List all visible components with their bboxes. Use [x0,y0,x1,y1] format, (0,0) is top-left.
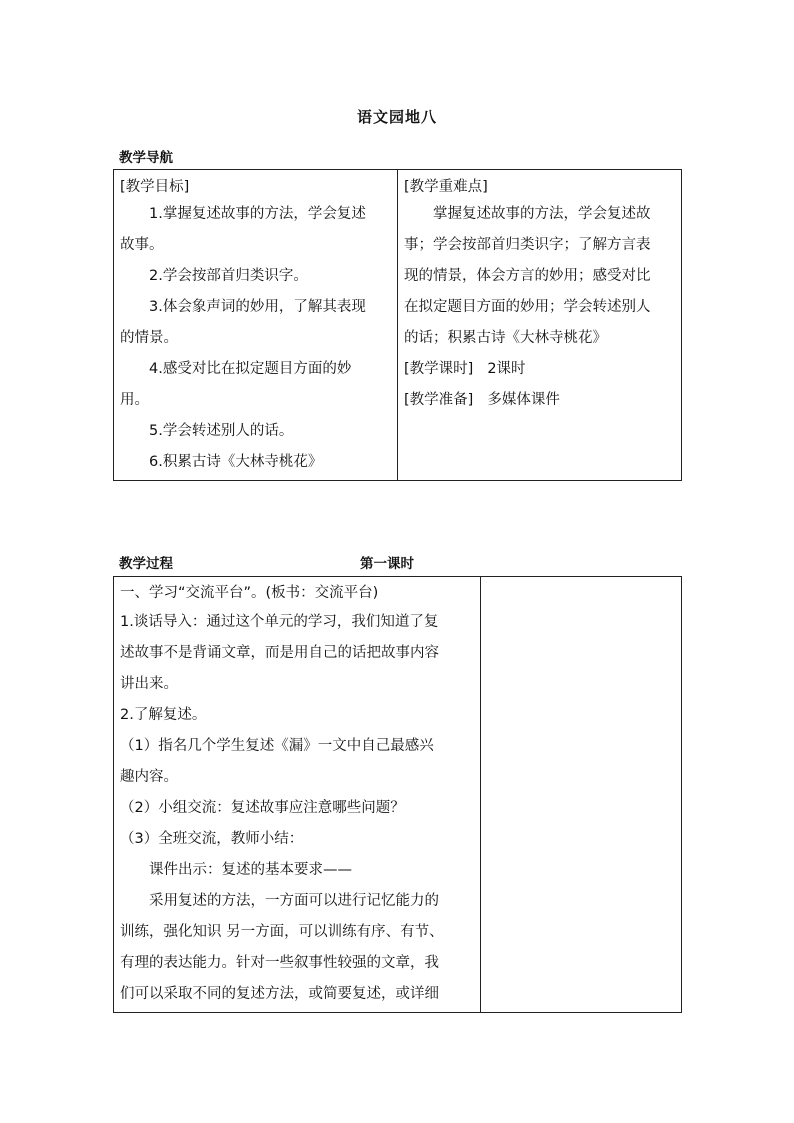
process-line: （1）指名几个学生复述《漏》一文中自己最感兴 [120,738,434,754]
objective-line: 用。 [120,392,149,408]
process-line: 采用复述的方法，一方面可以进行记忆能力的 [149,893,439,909]
process-line: 一、学习“交流平台”。(板书：交流平台) [120,585,379,601]
key-point-line: 在拟定题目方面的妙用；学会转述别人 [404,299,651,315]
process-line: 述故事不是背诵文章，而是用自己的话把故事内容 [120,645,439,661]
objective-line: 1.掌握复述故事的方法，学会复述 [149,206,366,222]
process-line: 趣内容。 [120,769,178,785]
class-hours-row [404,354,675,385]
objective-line: 5.学会转述别人的话。 [149,423,294,439]
key-point-line: 掌握复述故事的方法，学会复述故 [433,206,651,222]
process-heading: 教学过程 [119,556,173,572]
process-line: （2）小组交流：复述故事应注意哪些问题？ [120,800,405,816]
key-point-line: 现的情景，体会方言的妙用；感受对比 [404,268,651,284]
objectives-cell [114,170,398,481]
key-points-cell [398,170,682,481]
process-cell [114,577,481,1013]
key-point-line: 事；学会按部首归类识字；了解方言表 [404,237,651,253]
objective-line: 3.体会象声词的妙用，了解其表现 [149,299,366,315]
objective-line: 4.感受对比在拟定题目方面的妙 [149,361,352,377]
process-line: 训练，强化知识 另一方面，可以训练有序、有节、 [120,924,444,940]
process-line: 课件出示：复述的基本要求—— [149,862,352,878]
process-line: 1.谈话导入：通过这个单元的学习，我们知道了复 [120,614,439,630]
page-title: 语文园地八 [356,108,437,126]
nav-heading: 教学导航 [119,150,173,166]
lesson-heading: 第一课时 [360,556,414,572]
class-hours-label: [教学课时] [404,361,474,377]
process-line: 有理的表达能力。针对一些叙事性较强的文章，我 [120,955,439,971]
key-points-heading: [教学重难点] [404,179,488,195]
objective-line: 的情景。 [120,330,178,346]
process-line: 讲出来。 [120,676,178,692]
objective-line: 6.积累古诗《大林寺桃花》 [149,454,323,470]
teaching-process-table [113,576,682,1013]
preparation-value: 多媒体课件 [487,392,560,408]
preparation-label: [教学准备] [404,392,474,408]
key-point-line: 的话；积累古诗《大林寺桃花》 [404,330,607,346]
notes-cell [481,577,682,1013]
teaching-nav-table [113,169,682,481]
process-line: 们可以采取不同的复述方法，或简要复述，或详细 [120,986,439,1002]
objective-line: 故事。 [120,237,164,253]
objectives-heading: [教学目标] [120,179,190,195]
class-hours-value: 2课时 [487,361,526,377]
objective-line: 2.学会按部首归类识字。 [149,268,308,284]
process-line: 2.了解复述。 [120,707,207,723]
process-line: （3）全班交流，教师小结： [120,831,304,847]
preparation-row [404,385,675,416]
